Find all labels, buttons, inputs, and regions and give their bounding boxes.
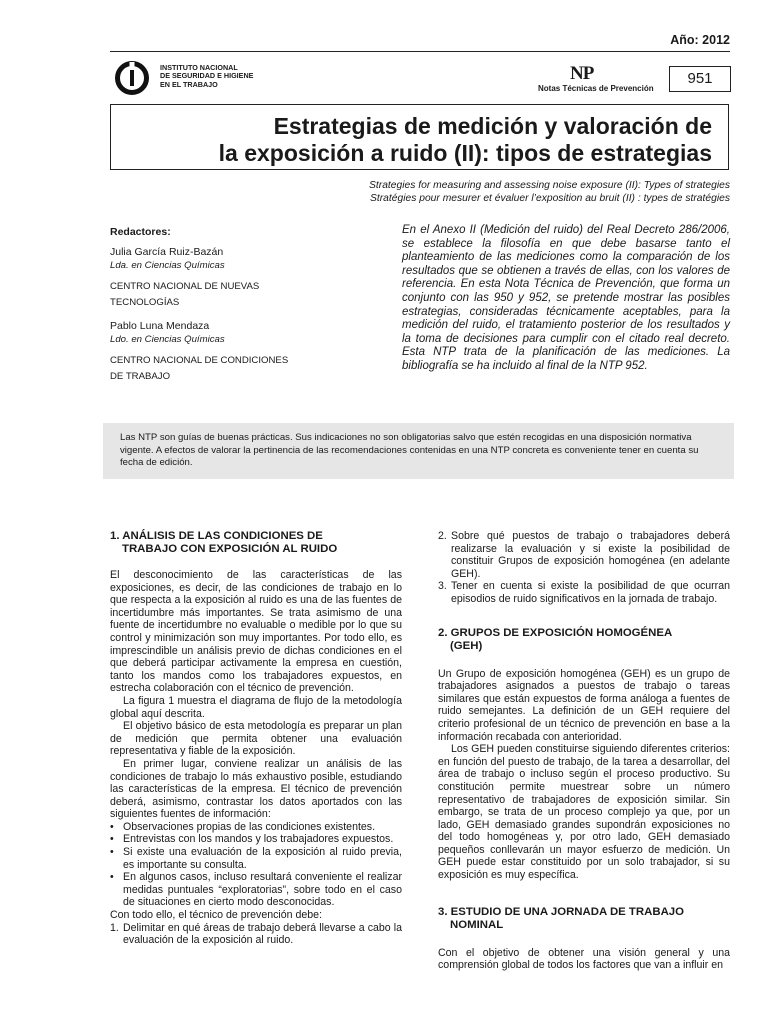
numbered-item [438, 530, 730, 580]
title-line: Estrategias de medición y valoración de [273, 113, 712, 139]
item-text: Tener en cuenta si existe la posibilidad de que ocurran episodios de ruido significativos en la jornada de trabajo. [451, 580, 730, 605]
title-english: Strategies for measuring and assessing noise exposure (II): Types of strategies [369, 180, 730, 191]
section-title: ANÁLISIS DE LAS CONDICIONES DE [122, 530, 323, 542]
paragraph: Con el objetivo de obtener una visión general y una comprensión global de todos los factores que van a influir en [438, 946, 730, 972]
ntp-subtitle: Notas Técnicas de Prevención [538, 84, 654, 93]
title-french: Stratégies pour mesurer et évaluer l’exposition au bruit (II) : types de stratégies [370, 192, 730, 204]
left-column [110, 530, 402, 947]
author-degree: Lda. en Ciencias Químicas [110, 260, 225, 271]
disclaimer-box: Las NTP son guías de buenas prácticas. Sus indicaciones no son obligatorias salvo que estén recogidas en una disposición normativa vigente. A efectos de valorar la pertinencia de las recomendaciones contenidas en una NTP concreta es conveniente tener en cuenta su fecha de edición. [103, 423, 734, 479]
list-item: • Observaciones propias de las condiciones existentes. [110, 821, 402, 834]
right-column [438, 530, 730, 972]
ntp-number: 951 [669, 66, 731, 92]
author-center-line: CENTRO NACIONAL DE CONDICIONES [110, 355, 289, 366]
paragraph: La figura 1 muestra el diagrama de flujo de la metodología global aquí descrita. [110, 694, 402, 720]
author-center-line: CENTRO NACIONAL DE NUEVAS [110, 281, 260, 292]
institute-line: DE SEGURIDAD E HIGIENE [160, 71, 254, 81]
item-number: 2. [438, 530, 447, 542]
section-number: 3. [438, 905, 448, 918]
page-title [219, 113, 712, 167]
abstract: En el Anexo II (Medición del ruido) del Real Decreto 286/2006, se establece la filosofía en que debe basarse tanto el planteamiento de las mediciones como la comparación de los resultados que se obtienen a través de ellas, con los valores de referencia. En esta Nota Técnica de Prevención, que forma un conjunto con las 950 y 952, se pretende mostrar las posibles estrategias, consideradas técnicamente aceptables, para la medición del ruido, el tratamiento posterior de los resultados y la toma de decisiones para cumplir con el citado real decreto. Esta NTP trata de la planificación de las mediciones. La bibliografía se ha incluido al final de la NTP 952. [402, 224, 730, 372]
section-heading-1 [110, 530, 402, 556]
author-center-line: TECNOLOGÍAS [110, 297, 180, 308]
institute-name [160, 64, 253, 89]
list-item: • En algunos casos, incluso resultará conveniente el realizar medidas puntuales “exploratorias”, sobre todo en el caso de situaciones en cierto modo desconocidas. [110, 871, 402, 909]
paragraph: El objetivo básico de esta metodología es preparar un plan de medición que permita obtener una evaluación representativa y fiable de la exposición. [110, 720, 402, 758]
item-text: Sobre qué puestos de trabajo o trabajadores deberá realizarse la evaluación y si existe la posibilidad de constituir Grupos de exposición homogénea (en adelante GEH). [451, 530, 730, 580]
author-name: Pablo Luna Mendaza [110, 320, 210, 332]
section-number: 1. [110, 530, 120, 542]
paragraph: El desconocimiento de las características de las exposiciones, es decir, de las condiciones de trabajo en lo que respecta a la exposición al ruido es una de las fuentes de incertidumbre más importantes. Se trata asimismo de una fuente de incertidumbre no evaluable o medible por lo que su control y minimización son muy importantes. Por todo ello, es imprescindible un análisis previo de dichas condiciones en el que deberá participar activamente la empresa en cuestión, tanto los mandos como los trabajadores expuestos, en estrecha colaboración con el técnico de prevención. [110, 569, 402, 695]
numbered-item [438, 580, 730, 605]
section-title: ESTUDIO DE UNA JORNADA DE TRABAJO [450, 905, 684, 918]
section-number: 2. [438, 626, 448, 639]
numbered-item [110, 922, 402, 947]
title-box [110, 104, 729, 170]
title-line: la exposición a ruido (II): tipos de estrategias [218, 140, 712, 166]
section-heading-3 [438, 906, 730, 932]
author-center [110, 279, 390, 311]
authors-block [110, 225, 390, 393]
list-item: • Si existe una evaluación de la exposición al ruido previa, es importante su consulta. [110, 846, 402, 871]
section-title: NOMINAL [450, 918, 504, 931]
paragraph: Los GEH pueden constituirse siguiendo diferentes criterios: en función del puesto de trabajo, de la tarea a desarrollar, del área de trabajo o incluso según el proceso productivo. Su constitución permite muestrear sobre un número representativo de trabajadores de exposición similar. Sin embargo, se trata de un proceso complejo ya que, por un lado, GEH demasiado grandes supondrán exposiciones no del todo homogéneas y, por otro lado, GEH demasiado pequeños conllevarán un mayor esfuerzo de medición. Un GEH puede estar constituido por un solo trabajador, si su exposición es muy específica. [438, 743, 730, 882]
author-name: Julia García Ruiz-Bazán [110, 246, 224, 258]
top-rule [110, 51, 730, 52]
paragraph: Con todo ello, el técnico de prevención debe: [110, 909, 323, 922]
section-title: GRUPOS DE EXPOSICIÓN HOMOGÉNEA [450, 626, 673, 639]
institute-line: INSTITUTO NACIONAL [160, 63, 238, 72]
list-item: • Entrevistas con los mandos y los trabajadores expuestos. [110, 833, 402, 846]
author-center-line: DE TRABAJO [110, 371, 171, 382]
section-heading-2 [438, 627, 730, 653]
institute-line: EN EL TRABAJO [160, 79, 218, 89]
ntp-logo: NP [570, 63, 594, 84]
section-title: TRABAJO CON EXPOSICIÓN AL RUIDO [122, 543, 338, 555]
translated-titles [369, 180, 730, 205]
author-center [110, 353, 390, 385]
insht-logo-icon [114, 60, 150, 96]
section-title: (GEH) [450, 639, 483, 652]
author-degree: Ldo. en Ciencias Químicas [110, 334, 225, 345]
document-year: Año: 2012 [670, 33, 730, 47]
paragraph: Un Grupo de exposición homogénea (GEH) es un grupo de trabajadores asignados a puestos de trabajo o tareas similares que están expuestos de forma análoga a fuentes de ruido semejantes. La definición de un GEH requiere del criterio profesional de un técnico de prevención en base a la información recabada con anterioridad. [438, 667, 730, 743]
item-text: Delimitar en qué áreas de trabajo deberá llevarse a cabo la evaluación de la exposición al ruido. [123, 921, 402, 947]
paragraph: En primer lugar, conviene realizar un análisis de las condiciones de trabajo lo más exhaustivo posible, estudiando las características de la empresa. El técnico de prevención deberá, asimismo, contrastar los datos aportados con las siguientes fuentes de información: [110, 757, 402, 821]
item-number: 1. [110, 921, 119, 934]
authors-heading: Redactores: [110, 226, 171, 238]
item-number: 3. [438, 580, 447, 593]
